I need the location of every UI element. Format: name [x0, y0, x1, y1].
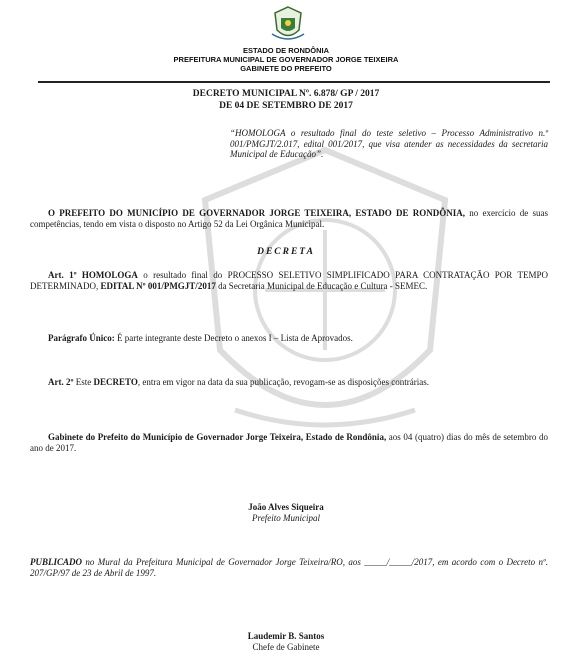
decree-date: DE 04 DE SETEMBRO DE 2017: [219, 101, 353, 111]
art2-decreto: DECRETO: [93, 377, 138, 387]
art1-verb: HOMOLOGA: [81, 270, 138, 280]
chief-role: Chefe de Gabinete: [252, 641, 320, 652]
preamble-text: no exercício de suas competências, tendo em vista o disposto no Artigo 52 da Lei Orgânica Municipal.: [30, 208, 548, 229]
closing-bold: Gabinete do Prefeito do Município de Governador Jorge Teixeira, Estado de Rondônia,: [48, 432, 387, 442]
preamble-paragraph: [30, 208, 548, 230]
art1-text1: o resultado final do PROCESSO SELETIVO SIMPLIFICADO PARA CONTRATAÇÃO POR TEMPO DETERMINADO,: [30, 270, 548, 291]
publication-text: no Mural da Prefeitura Municipal de Governador Jorge Teixeira/RO, aos _____/_____/2017, em acordo com o Decreto nº. 207/GP/97 de 23 de Abril de 1997.: [30, 557, 548, 578]
article-1: [30, 270, 548, 292]
art2-text1: Este: [73, 377, 94, 387]
publication-note: [30, 557, 548, 579]
sole-paragraph: [30, 333, 548, 344]
header-prefecture: PREFEITURA MUNICIPAL DE GOVERNADOR JORGE TEIXEIRA: [173, 55, 399, 64]
coat-of-arms-watermark: [175, 140, 475, 470]
preamble-bold: O PREFEITO DO MUNICÍPIO DE GOVERNADOR JORGE TEIXEIRA, ESTADO DE RONDÔNIA,: [48, 208, 466, 218]
art2-text2: , entra em vigor na data da sua publicação, revogam-se as disposições contrárias.: [137, 377, 429, 387]
header-divider: [38, 81, 550, 83]
art1-text2: da Secretaria Municipal de Educação e Cultura - SEMEC.: [215, 280, 428, 291]
art2-label: Art. 2º: [48, 377, 74, 387]
art1-label: Art. 1º: [48, 270, 77, 280]
mayor-role: Prefeito Municipal: [252, 512, 320, 523]
paragrafo-text: É parte integrante deste Decreto o anexos I – Lista de Aprovados.: [114, 333, 353, 343]
decree-number: DECRETO MUNICIPAL Nº. 6.878/ GP / 2017: [192, 89, 380, 99]
signature-chief: [0, 631, 572, 652]
header-state: ESTADO DE RONDÔNIA: [242, 46, 330, 55]
art1-edital: EDITAL Nº 001/PMGJT/2017: [100, 280, 216, 291]
signature-mayor: [0, 502, 572, 523]
mayor-name: João Alves Siqueira: [248, 502, 324, 512]
decreta-heading: DECRETA: [257, 247, 315, 257]
coat-of-arms-icon: [268, 4, 308, 44]
article-2: [30, 377, 548, 388]
chief-name: Laudemir B. Santos: [247, 631, 325, 641]
decree-summary: “HOMOLOGA o resultado final do teste seletivo – Processo Administrativo n.º 001/PMGJT/2.017, edital 001/2017, que visa atender as necessidades da secretaria Municipal de Educação”.: [230, 128, 548, 159]
paragrafo-label: Parágrafo Único:: [48, 333, 115, 343]
header-office: GABINETE DO PREFEITO: [240, 64, 332, 73]
closing-paragraph: [30, 432, 548, 454]
closing-text: aos 04 (quatro) dias do mês de setembro do ano de 2017.: [30, 432, 548, 453]
publication-bold: PUBLICADO: [30, 557, 83, 567]
